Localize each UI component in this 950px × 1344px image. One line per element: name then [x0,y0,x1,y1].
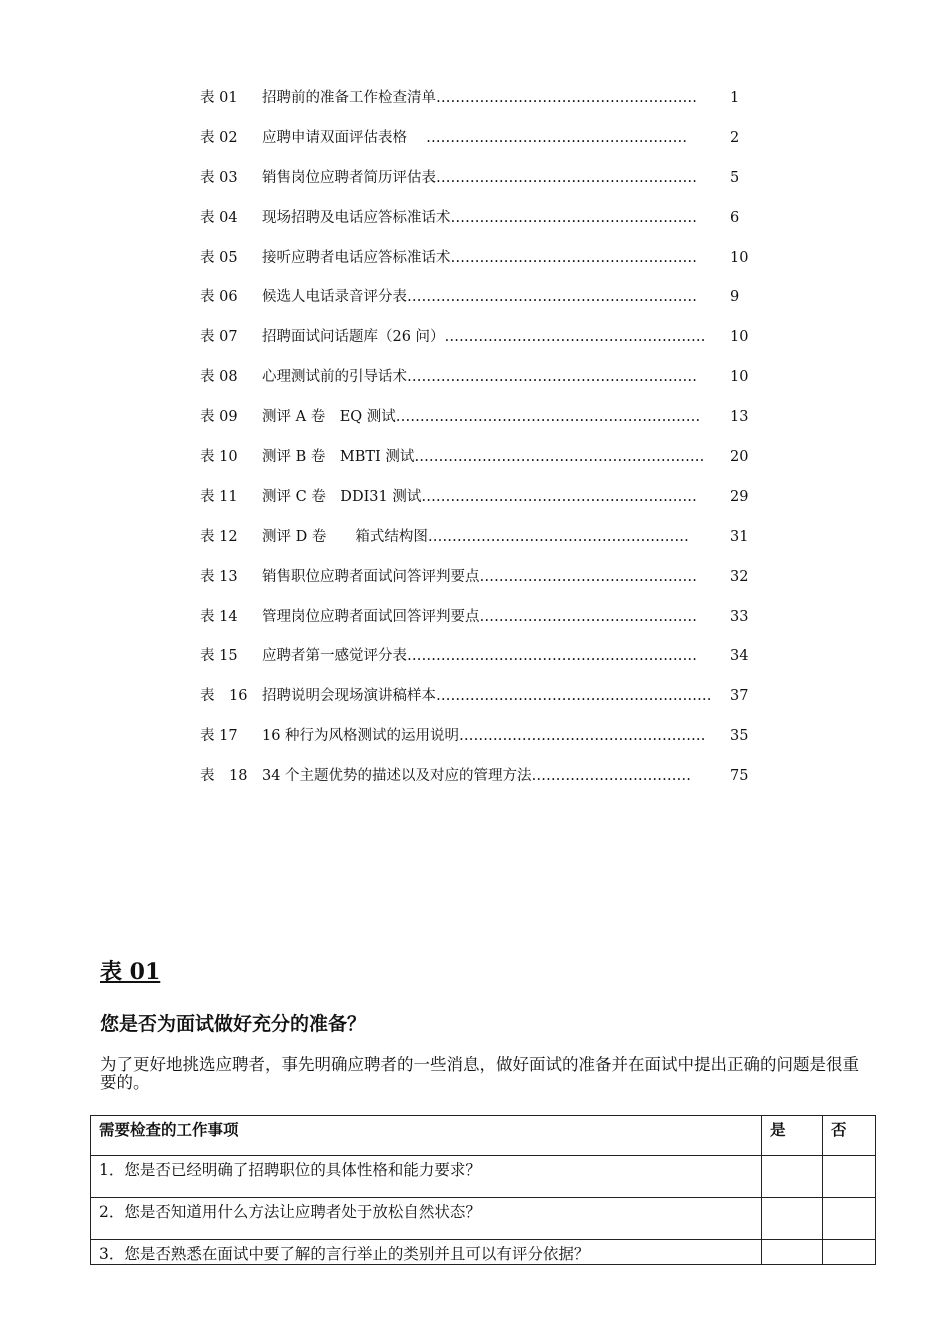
toc-entry-number: 表 02 [200,129,238,146]
toc-entry-title: 招聘面试问话题库（26 问）……………………………………………… [262,329,706,346]
toc-entry-page: 13 [730,409,749,426]
toc-entry-title: 16 种行为风格测试的运用说明…………………………………………… [262,728,706,745]
no-cell[interactable] [823,1240,876,1265]
toc-entry-title: 测评 A 卷 EQ 测试……………………………………………………… [262,409,701,426]
toc-entry-title: 接听应聘者电话应答标准话术…………………………………………… [262,249,697,266]
toc-entry-title: 心理测试前的引导话术…………………………………………………… [262,369,697,386]
section-heading: 您是否为面试做好充分的准备？ [100,1013,367,1035]
toc-entry[interactable] [200,565,780,605]
toc-entry-number: 表 07 [200,329,238,346]
toc-entry-page: 6 [730,209,740,226]
toc-entry-title: 34 个主题优势的描述以及对应的管理方法…………………………… [262,768,692,785]
yes-cell[interactable] [762,1198,823,1240]
toc-entry[interactable] [200,724,780,764]
toc-entry-number: 表 11 [200,488,238,505]
toc-entry-number: 表 01 [200,90,238,106]
toc-entry-page: 35 [730,728,749,745]
table-row [91,1156,876,1198]
yes-cell[interactable] [762,1156,823,1198]
toc-entry-page: 32 [730,568,749,585]
table-of-contents [200,86,780,804]
toc-entry[interactable] [200,525,780,565]
toc-entry-title: 测评 D 卷 箱式结构图……………………………………………… [262,528,689,545]
toc-entry-title: 销售职位应聘者面试问答评判要点……………………………………… [262,568,697,585]
toc-entry[interactable] [200,126,780,166]
toc-entry[interactable] [200,206,780,246]
no-cell[interactable] [823,1198,876,1240]
toc-entry-title: 应聘者第一感觉评分表…………………………………………………… [262,648,697,665]
toc-entry[interactable] [200,285,780,325]
toc-entry-title: 招聘说明会现场演讲稿样本………………………………………………… [262,688,712,705]
toc-entry[interactable] [200,644,780,684]
toc-entry-title: 管理岗位应聘者面试回答评判要点……………………………………… [262,608,697,625]
toc-entry-number: 表 09 [200,409,238,426]
toc-entry-number: 表 18 [200,768,248,785]
toc-entry-number: 表 04 [200,209,238,226]
checklist-item: 2．您是否知道用什么方法让应聘者处于放松自然状态？ [91,1198,762,1240]
toc-entry[interactable] [200,166,780,206]
toc-entry-page: 33 [730,608,749,625]
table-row [91,1198,876,1240]
toc-entry[interactable] [200,86,780,126]
toc-entry-number: 表 17 [200,728,238,745]
toc-entry-page: 2 [730,129,740,146]
toc-entry-page: 31 [730,528,749,545]
toc-entry-number: 表 05 [200,249,238,266]
toc-entry[interactable] [200,365,780,405]
toc-entry[interactable] [200,246,780,286]
no-cell[interactable] [823,1156,876,1198]
toc-entry-title: 销售岗位应聘者简历评估表……………………………………………… [262,169,697,186]
intro-paragraph: 为了更好地挑选应聘者，事先明确应聘者的一些消息，做好面试的准备并在面试中提出正确的问题是很重要的。 [100,1055,859,1092]
toc-entry-page: 10 [730,329,749,346]
toc-entry-title: 应聘申请双面评估表格 ……………………………………………… [262,129,688,146]
toc-entry-title: 测评 B 卷 MBTI 测试…………………………………………………… [262,449,705,466]
toc-entry[interactable] [200,684,780,724]
toc-entry-number: 表 12 [200,528,238,545]
toc-entry[interactable] [200,605,780,645]
toc-entry-page: 10 [730,369,749,386]
checklist-item: 3．您是否熟悉在面试中要了解的言行举止的类别并且可以有评分依据？ [91,1240,762,1265]
header-item: 需要检查的工作事项 [91,1116,762,1156]
toc-entry-page: 34 [730,648,749,665]
checklist-table [90,1115,876,1265]
toc-entry-number: 表 06 [200,289,238,306]
toc-entry-page: 10 [730,249,749,266]
toc-entry[interactable] [200,325,780,365]
header-no: 否 [823,1116,876,1156]
toc-entry-number: 表 15 [200,648,238,665]
toc-entry[interactable] [200,405,780,445]
toc-entry-title: 测评 C 卷 DDI31 测试………………………………………………… [262,488,697,505]
toc-entry[interactable] [200,764,780,804]
yes-cell[interactable] [762,1240,823,1265]
toc-entry-page: 75 [730,768,749,785]
toc-entry-page: 37 [730,688,749,705]
toc-entry-number: 表 10 [200,449,238,466]
header-yes: 是 [762,1116,823,1156]
toc-entry-page: 20 [730,449,749,466]
toc-entry-page: 9 [730,289,740,306]
section-title: 表 01 [100,959,161,985]
toc-entry-title: 候选人电话录音评分表…………………………………………………… [262,289,697,306]
toc-entry-number: 表 14 [200,608,238,625]
toc-entry-number: 表 03 [200,169,238,186]
toc-entry[interactable] [200,485,780,525]
checklist-header-row [91,1116,876,1156]
toc-entry-number: 表 16 [200,688,248,705]
checklist-item: 1．您是否已经明确了招聘职位的具体性格和能力要求？ [91,1156,762,1198]
toc-entry-page: 1 [730,90,740,106]
table-row [91,1240,876,1265]
toc-entry-number: 表 08 [200,369,238,386]
toc-entry-page: 5 [730,169,740,186]
toc-entry-title: 现场招聘及电话应答标准话术…………………………………………… [262,209,697,226]
toc-entry-number: 表 13 [200,568,238,585]
toc-entry-title: 招聘前的准备工作检查清单……………………………………………… [262,90,697,106]
toc-entry[interactable] [200,445,780,485]
toc-entry-page: 29 [730,488,749,505]
